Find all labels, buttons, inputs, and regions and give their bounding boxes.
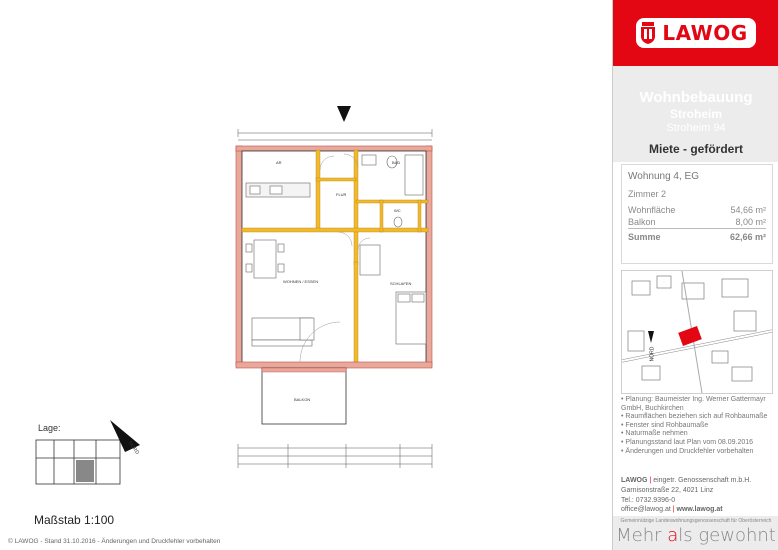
info-sidebar <box>612 0 778 550</box>
apartment-info-box <box>621 164 773 264</box>
logo-banner <box>613 0 778 66</box>
project-subtitle: Stroheim <box>669 107 722 121</box>
company-name: LAWOG <box>621 477 648 484</box>
nord-label-lage: NORD <box>126 440 141 456</box>
slogan <box>613 525 778 546</box>
slogan-part-3: ls gewohnt <box>678 525 776 546</box>
note-item: • Planung: Baumeister Ing. Werner Gattermayr GmbH, Buchkirchen <box>621 396 773 413</box>
total-area-value: 62,66 m² <box>729 232 766 242</box>
funding-type: Miete - gefördert <box>648 142 743 156</box>
total-area-label: Summe <box>628 232 661 242</box>
company-form: eingetr. Genossenschaft m.b.H. <box>653 477 752 484</box>
total-area-row <box>628 232 766 242</box>
room-label-wc: WC <box>394 208 401 213</box>
note-item: • Naturmaße nehmen <box>621 430 773 439</box>
company-email[interactable]: office@lawog.at <box>621 506 671 514</box>
balcony-area-label: Balkon <box>628 217 656 227</box>
note-item: • Änderungen und Druckfehler vorbehalten <box>621 448 773 457</box>
note-item: • Fenster sind Rohbaumaße <box>621 422 773 431</box>
company-line: LAWOG | eingetr. Genossenschaft m.b.H. <box>621 477 752 484</box>
slogan-part-1: Mehr <box>616 525 668 546</box>
location-map <box>621 270 773 394</box>
room-count: Zimmer 2 <box>628 189 666 199</box>
crest-icon <box>640 22 656 44</box>
plan-notes <box>621 396 773 456</box>
company-web[interactable]: www.lawog.at <box>676 506 723 514</box>
contact-block <box>621 476 773 515</box>
cooperative-description: Gemeinnützige Landeswohnungsgenossenschaft für Oberösterreich <box>620 518 772 524</box>
note-item: • Planungsstand laut Plan vom 08.09.2016 <box>621 439 773 448</box>
room-label-wohnen: WOHNEN / ESSEN <box>283 279 319 284</box>
room-label-schlafen: SCHLAFEN <box>390 281 412 286</box>
company-contact-line: office@lawog.at | www.lawog.at <box>621 506 723 514</box>
apartment-name: Wohnung 4, EG <box>628 171 699 182</box>
scale-label: Maßstab 1:100 <box>34 513 115 527</box>
section-arrow <box>337 106 351 122</box>
balcony-area-row <box>628 217 766 229</box>
company-tel: Tel.: 0732.9396-0 <box>621 496 676 504</box>
room-label-balkon: BALKON <box>294 397 311 402</box>
project-address: Stroheim 94 <box>666 122 726 134</box>
plan-footer: © LAWOG - Stand 31.10.2016 - Änderungen und Druckfehler vorbehalten <box>8 538 221 545</box>
slogan-part-2: a <box>667 525 679 546</box>
balcony-area-value: 8,00 m² <box>735 217 766 227</box>
note-item: • Raumflächen beziehen sich auf Rohbaumaße <box>621 413 773 422</box>
site-map <box>622 271 772 393</box>
company-street: Garnisonstraße 22, 4021 Linz <box>621 486 714 494</box>
room-label-ar: AR <box>276 160 282 165</box>
slogan-band <box>613 516 778 550</box>
lage-label: Lage: <box>38 423 61 433</box>
map-north-arrow <box>648 331 654 343</box>
living-area-label: Wohnfläche <box>628 205 676 215</box>
living-area-value: 54,66 m² <box>730 205 766 215</box>
lawog-logo <box>636 18 755 48</box>
project-title: Wohnbebauung <box>639 89 753 106</box>
logo-text: LAWOG <box>662 21 748 45</box>
room-label-flur: FLUR <box>336 192 347 197</box>
room-label-bad: BAD <box>392 160 401 165</box>
living-area-row <box>628 205 766 215</box>
map-nord-label: NORD <box>649 346 656 362</box>
